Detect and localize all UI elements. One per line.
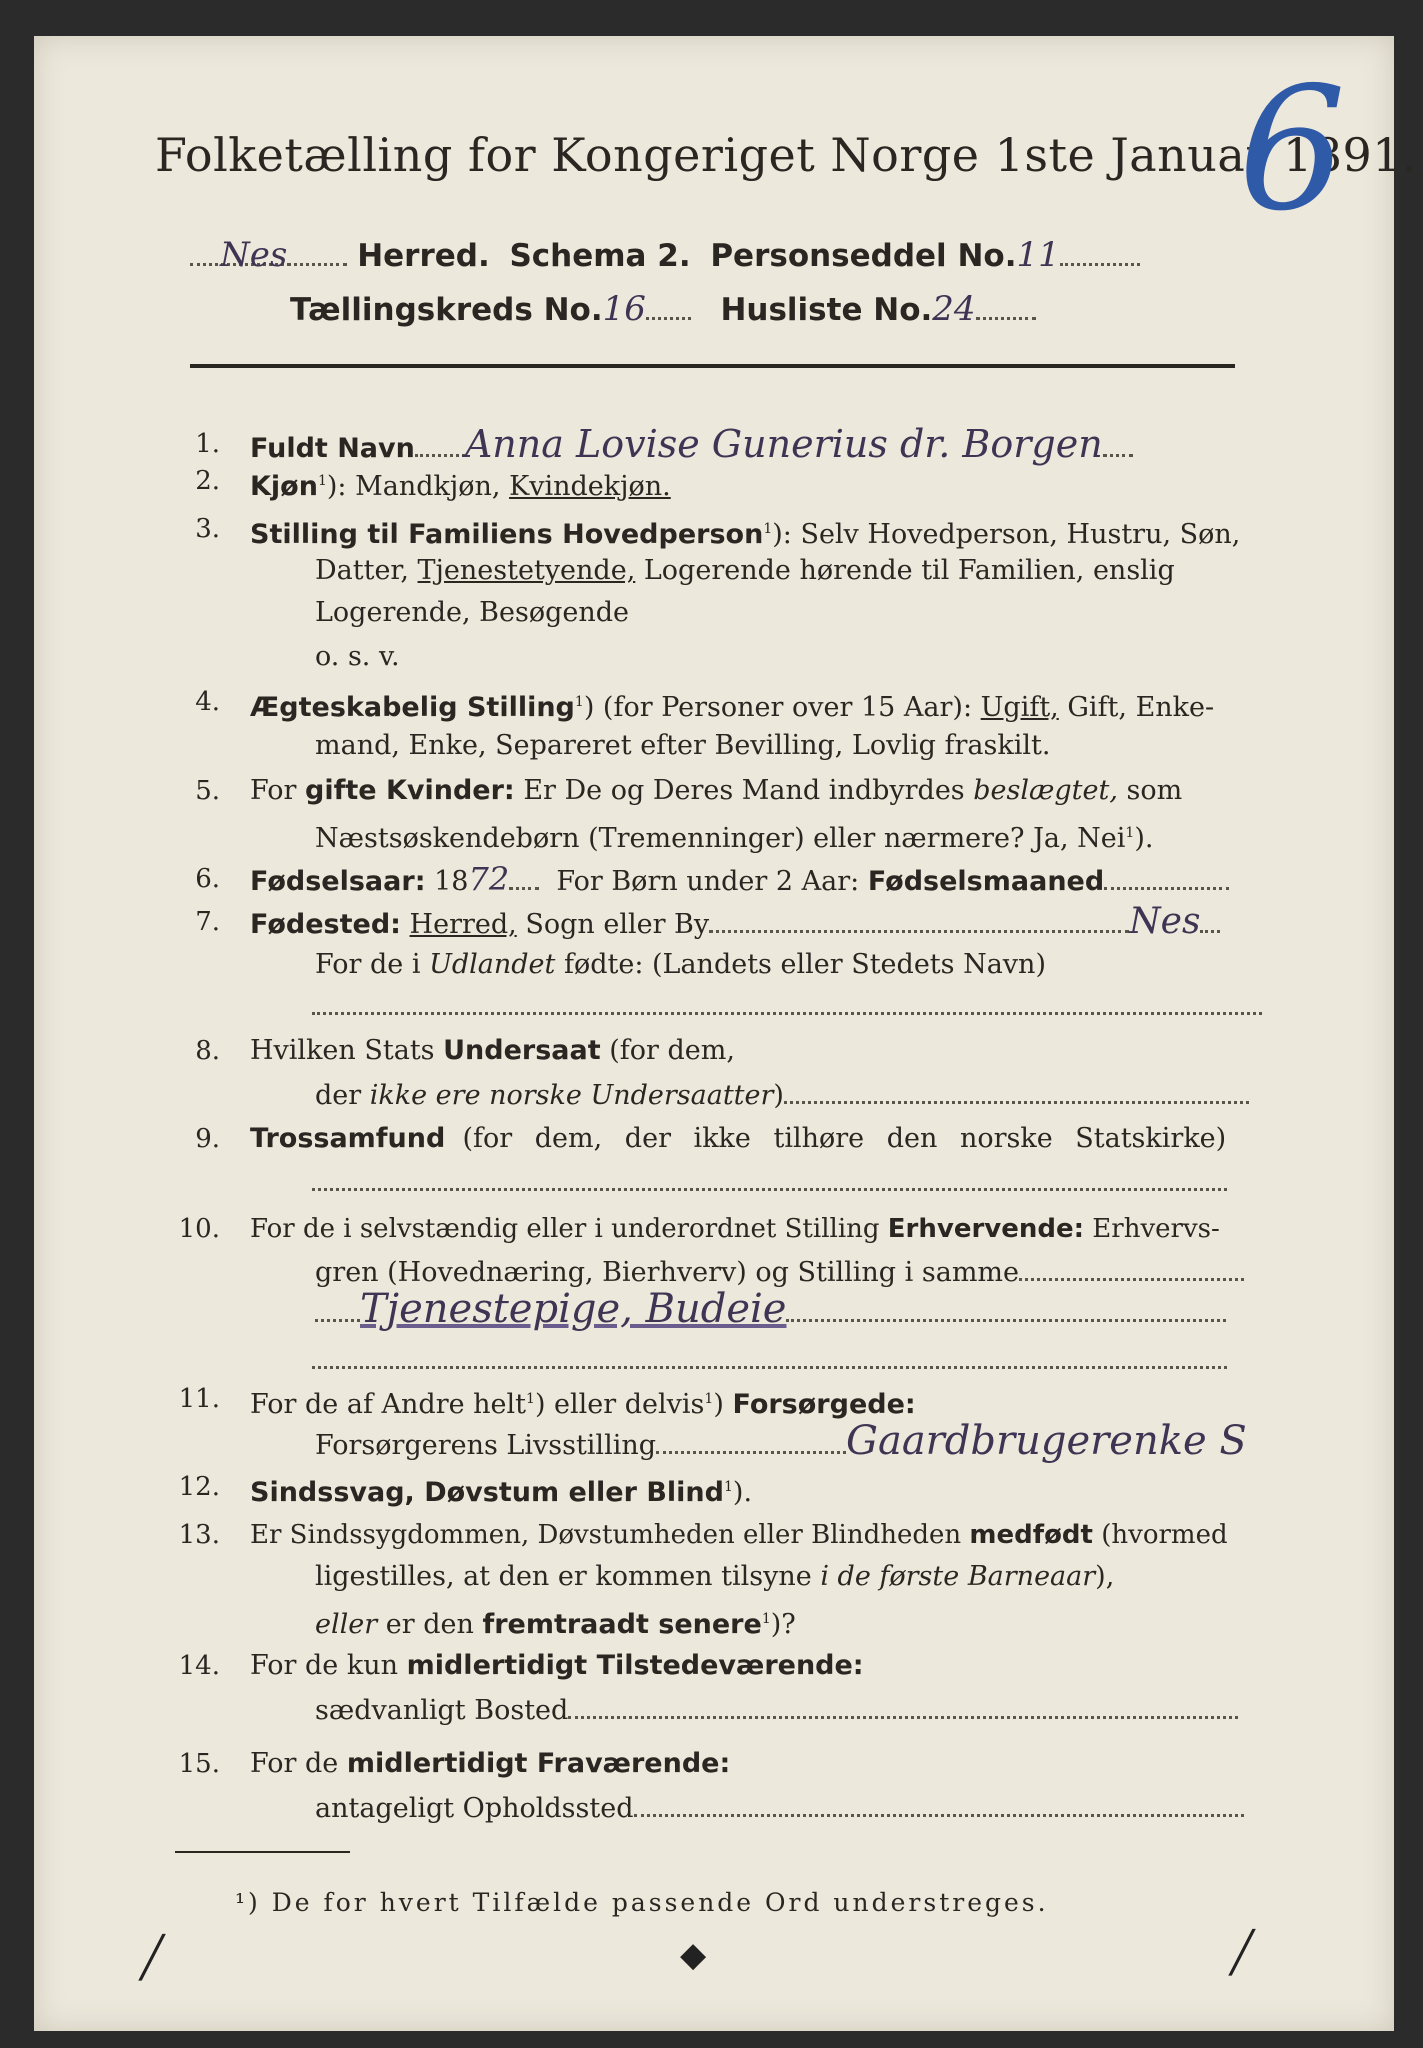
q6-prefix: 18 — [434, 866, 469, 897]
q2-row — [250, 462, 671, 506]
q5-sup: 1 — [1125, 825, 1135, 841]
q15-line1 — [250, 1745, 730, 1783]
q4-number: 4. — [195, 687, 220, 717]
q8-line1 — [250, 1032, 735, 1070]
q14-line1-bold: midlertidigt Tilstedeværende: — [406, 1650, 864, 1681]
header-row-1 — [190, 236, 1140, 275]
q8-line1-b: (for dem, — [609, 1035, 735, 1066]
q1-value: Anna Lovise Gunerius dr. Borgen — [464, 422, 1103, 466]
q9-blank-line — [312, 1188, 1227, 1191]
q11-number: 11. — [178, 1384, 220, 1414]
q4-sup: 1 — [574, 694, 584, 710]
q13-line3-italic: eller — [315, 1609, 378, 1640]
q15-line1-a: For de — [250, 1748, 339, 1779]
q6-number: 6. — [195, 864, 220, 894]
q13-line3-a: er den — [385, 1609, 474, 1640]
header-row-2 — [290, 290, 1036, 329]
q4-line1-a: ) (for Personer over 15 Aar): — [583, 692, 973, 723]
q7-line2 — [315, 946, 1046, 984]
q13-line1 — [250, 1516, 1228, 1554]
q3-line3: Logerende, Besøgende — [315, 597, 629, 628]
q10-line1 — [250, 1210, 1220, 1248]
q7-line1 — [250, 903, 1220, 944]
q7-blank-line — [312, 1012, 1262, 1015]
q11-sup-a: 1 — [526, 1391, 535, 1407]
q5-line2: Næstsøskendebørn (Tremenninger) eller nærmere? Ja, Nei$^1$). — [315, 823, 1154, 854]
q11-line1-b: ) eller delvis — [534, 1389, 705, 1420]
q12-row — [250, 1468, 752, 1512]
q10-line3 — [315, 1286, 1226, 1333]
husliste-label: Husliste No. — [720, 292, 933, 328]
q8-number: 8. — [195, 1036, 220, 1066]
footnote: ¹) De for hvert Tilfælde passende Ord understreges. — [235, 1888, 1049, 1917]
q11-line2 — [315, 1418, 1247, 1465]
q13-line1-a: Er Sindssygdommen, Døvstumheden eller Blindheden — [250, 1520, 962, 1550]
q3-line2-underlined: Tjenestetyende, — [417, 555, 636, 586]
q10-blank-line — [312, 1366, 1227, 1369]
q6-row — [250, 860, 1229, 901]
q15-number: 15. — [178, 1749, 220, 1779]
q8-line1-a: Hvilken Stats — [250, 1035, 435, 1066]
q3-line4: o. s. v. — [315, 641, 400, 672]
q11-line1-bold: Forsørgede: — [732, 1389, 916, 1420]
q11-line1-a: For de af Andre helt — [250, 1389, 527, 1420]
q5-line1-b: som — [1126, 775, 1183, 806]
personseddel-value: 11 — [1016, 235, 1060, 275]
q2-underlined: Kvindekjøn. — [509, 471, 671, 502]
q3-label: Stilling til Familiens Hovedperson — [250, 519, 764, 550]
q5-line1 — [250, 772, 1182, 810]
q11-sup-b: 1 — [704, 1391, 714, 1407]
q2-text: ): Mandkjøn, — [326, 471, 501, 502]
q14-line1-a: For de kun — [250, 1650, 398, 1681]
q13-line2 — [315, 1558, 1114, 1596]
herred-label: Herred. — [357, 238, 490, 274]
q8-line2-a: der — [315, 1080, 362, 1111]
q2-sup: 1 — [317, 473, 327, 489]
q3-sup: 1 — [763, 521, 773, 537]
form-title: Folketælling for Kongeriget Norge 1ste Januar 1891. — [155, 128, 1418, 182]
herred-value: Nes — [220, 235, 288, 275]
q5-line1-text: Er De og Deres Mand indbyrdes — [523, 775, 965, 806]
q7-line2-italic: Udlandet — [429, 949, 556, 980]
q13-line1-b: (hvormed — [1101, 1520, 1228, 1550]
page-number-handwritten: 6 — [1238, 51, 1347, 249]
q9-row — [250, 1120, 1226, 1158]
q5-label-a: For — [250, 775, 297, 806]
q3-number: 3. — [195, 514, 220, 544]
q15-line2-text: antageligt Opholdssted — [315, 1793, 634, 1824]
q3-line2-b: Logerende hørende til Familien, enslig — [643, 555, 1175, 586]
q13-line3 — [315, 1600, 796, 1644]
q4-line1 — [250, 683, 1214, 727]
q9-number: 9. — [195, 1124, 220, 1154]
q6-value: 72 — [468, 860, 510, 898]
q2-label: Kjøn — [250, 471, 318, 502]
q2-number: 2. — [195, 466, 220, 496]
q7-line2-a: For de i — [315, 949, 421, 980]
q7-line2-b: fødte: (Landets eller Stedets Navn) — [563, 949, 1046, 980]
q7-label: Fødested: — [250, 909, 401, 940]
header-divider — [190, 364, 1235, 368]
q4-line1-underlined: Ugift, — [980, 692, 1059, 723]
q7-number: 7. — [195, 907, 220, 937]
q6-label: Fødselsaar: — [250, 866, 426, 897]
q5-label: gifte Kvinder: — [305, 775, 515, 806]
q7-underlined: Herred, — [409, 909, 517, 940]
pen-mark-left: ╱ — [140, 1935, 165, 1981]
q8-line2: der ikke ere norske Undersaatter) — [315, 1075, 1249, 1115]
q3-line1 — [250, 510, 1240, 554]
q14-line1 — [250, 1647, 864, 1685]
q10-value: Tjenestepige, Budeie — [360, 1286, 787, 1332]
q13-line2-italic: i de første Barneaar — [820, 1561, 1096, 1592]
q13-line3-b: )? — [770, 1609, 796, 1640]
q9-text: (for dem, der ikke tilhøre den norske Statskirke) — [462, 1123, 1227, 1154]
q6-text: For Børn under 2 Aar: — [556, 866, 860, 897]
q1-number: 1. — [195, 429, 220, 459]
q14-line2-text: sædvanligt Bosted — [315, 1695, 569, 1726]
q7-value: Nes — [1129, 901, 1201, 942]
q8-line2-italic: ikke ere norske Undersaatter — [369, 1080, 774, 1111]
pen-mark-center: ◆ — [680, 1935, 707, 1975]
q4-line2: mand, Enke, Separeret efter Bevilling, Lovlig fraskilt. — [315, 730, 1051, 761]
taellingskreds-label: Tællingskreds No. — [290, 292, 603, 328]
q9-label: Trossamfund — [250, 1123, 446, 1154]
taellingskreds-value: 16 — [602, 289, 646, 329]
q14-line2 — [315, 1690, 1238, 1730]
q10-line1-b: Erhvervs- — [1092, 1214, 1220, 1244]
q8-line1-bold: Undersaat — [443, 1035, 601, 1066]
q10-line2-text: gren (Hovednæring, Bierhverv) og Stilling i samme — [315, 1257, 1020, 1288]
q3-line2 — [315, 552, 1175, 590]
q12-sup: 1 — [723, 1479, 733, 1495]
q10-number: 10. — [178, 1214, 220, 1244]
q13-line2-b: ), — [1095, 1561, 1115, 1592]
q11-line1: For de af Andre helt$^1$) eller delvis$^1$) Forsørgede: — [250, 1389, 916, 1420]
q4-line1-b: Gift, Enke- — [1067, 692, 1215, 723]
q13-line2-a: ligestilles, at den er kommen tilsyne — [315, 1561, 812, 1592]
q10-line1-bold: Erhvervende: — [887, 1214, 1085, 1244]
q5-line1-italic: beslægtet, — [973, 775, 1118, 806]
q12-number: 12. — [178, 1472, 220, 1502]
q13-sup: 1 — [761, 1611, 771, 1627]
q11-value: Gaardbrugerenke S — [846, 1418, 1247, 1464]
q13-line3-bold: fremtraadt senere — [482, 1609, 762, 1640]
q12-label: Sindssvag, Døvstum eller Blind — [250, 1477, 724, 1508]
q4-label: Ægteskabelig Stilling — [250, 692, 575, 723]
pen-mark-right: ╱ — [1230, 1930, 1255, 1976]
q5-line2-text: Næstsøskendebørn (Tremenninger) eller nærmere? Ja, Nei — [315, 823, 1126, 854]
husliste-value: 24 — [932, 289, 976, 329]
q11-line2-text: Forsørgerens Livsstilling — [315, 1430, 657, 1461]
q6-label2: Fødselsmaaned — [867, 866, 1105, 897]
q15-line2 — [315, 1788, 1244, 1828]
footnote-divider — [175, 1851, 350, 1853]
q10-line1-a: For de i selvstændig eller i underordnet Stilling — [250, 1214, 880, 1244]
q3-line1-text: ): Selv Hovedperson, Hustru, Søn, — [772, 519, 1241, 550]
schema-label: Schema 2. — [509, 238, 691, 274]
personseddel-label: Personseddel No. — [710, 238, 1017, 274]
q5-number: 5. — [195, 776, 220, 806]
q7-text: Sogn eller By — [525, 909, 710, 940]
q12-end: ). — [732, 1477, 753, 1508]
q3-line2-a: Datter, — [315, 555, 409, 586]
q13-line1-bold: medfødt — [969, 1520, 1093, 1550]
q15-line1-bold: midlertidigt Fraværende: — [346, 1748, 731, 1779]
q1-label: Fuldt Navn — [250, 433, 415, 464]
q14-number: 14. — [178, 1651, 220, 1681]
q13-number: 13. — [178, 1520, 220, 1550]
